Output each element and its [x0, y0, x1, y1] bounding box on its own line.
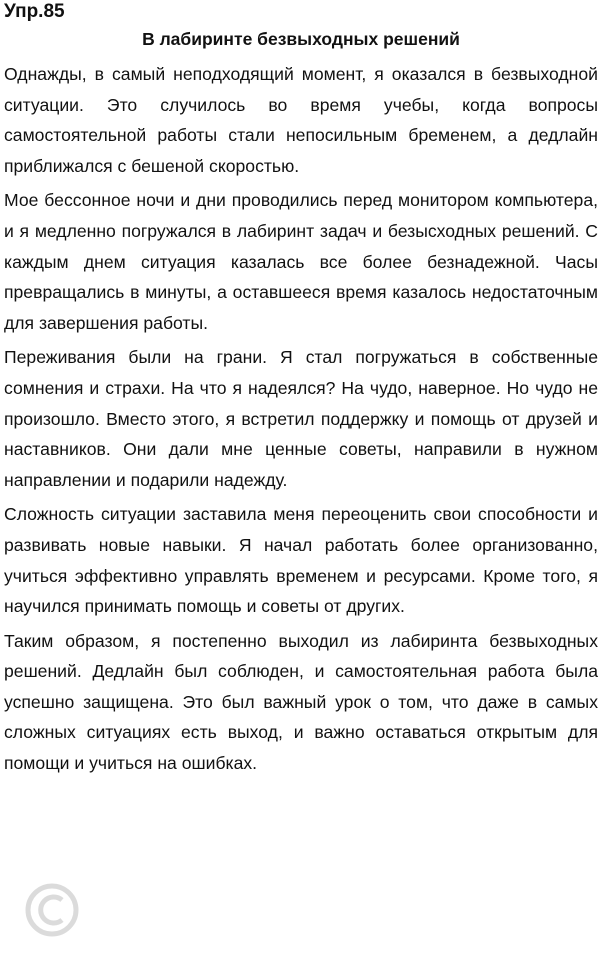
essay-body — [4, 59, 598, 779]
exercise-label: Упр.85 — [4, 1, 65, 22]
essay-paragraph-2: Мое бессонное ночи и дни проводились перед монитором компьютера, и я медленно погружался в лабиринт задач и безысходных решений. С каждым днем ситуация казалась все более безнадежной. Часы превращались в минуты, а оставшееся время казалось недостаточным для завершения работы. — [4, 190, 598, 333]
essay-paragraph-5: Таким образом, я постепенно выходил из лабиринта безвыходных решений. Дедлайн был соблюден, и самостоятельная работа была успешно защищена. Это был важный урок о том, что даже в самых сложных ситуациях есть выход, и важно оставаться открытым для помощи и учиться на ошибках. — [4, 630, 598, 774]
essay-paragraph-3: Переживания были на грани. Я стал погружаться в собственные сомнения и страхи. На что я надеялся? На чудо, наверное. Но чудо не произошло. Вместо этого, я встретил поддержку и помощь от друзей и наставников. Они дали мне ценные советы, направили в нужном направлении и подарили надежду. — [4, 347, 598, 490]
essay-paragraph-4: Сложность ситуации заставила меня переоценить свои способности и развивать новые навыки. Я начал работать более организованно, учиться эффективно управлять временем и ресурсами. Кроме того, я научился принимать помощь и советы от других. — [4, 504, 598, 617]
essay-paragraph-1: Однажды, в самый неподходящий момент, я оказался в безвыходной ситуации. Это случилось во время учебы, когда вопросы самостоятельной работы стали непосильным бременем, а дедлайн приближался с бешеной скоростью. — [4, 64, 598, 176]
essay-title: В лабиринте безвыходных решений — [142, 29, 460, 49]
